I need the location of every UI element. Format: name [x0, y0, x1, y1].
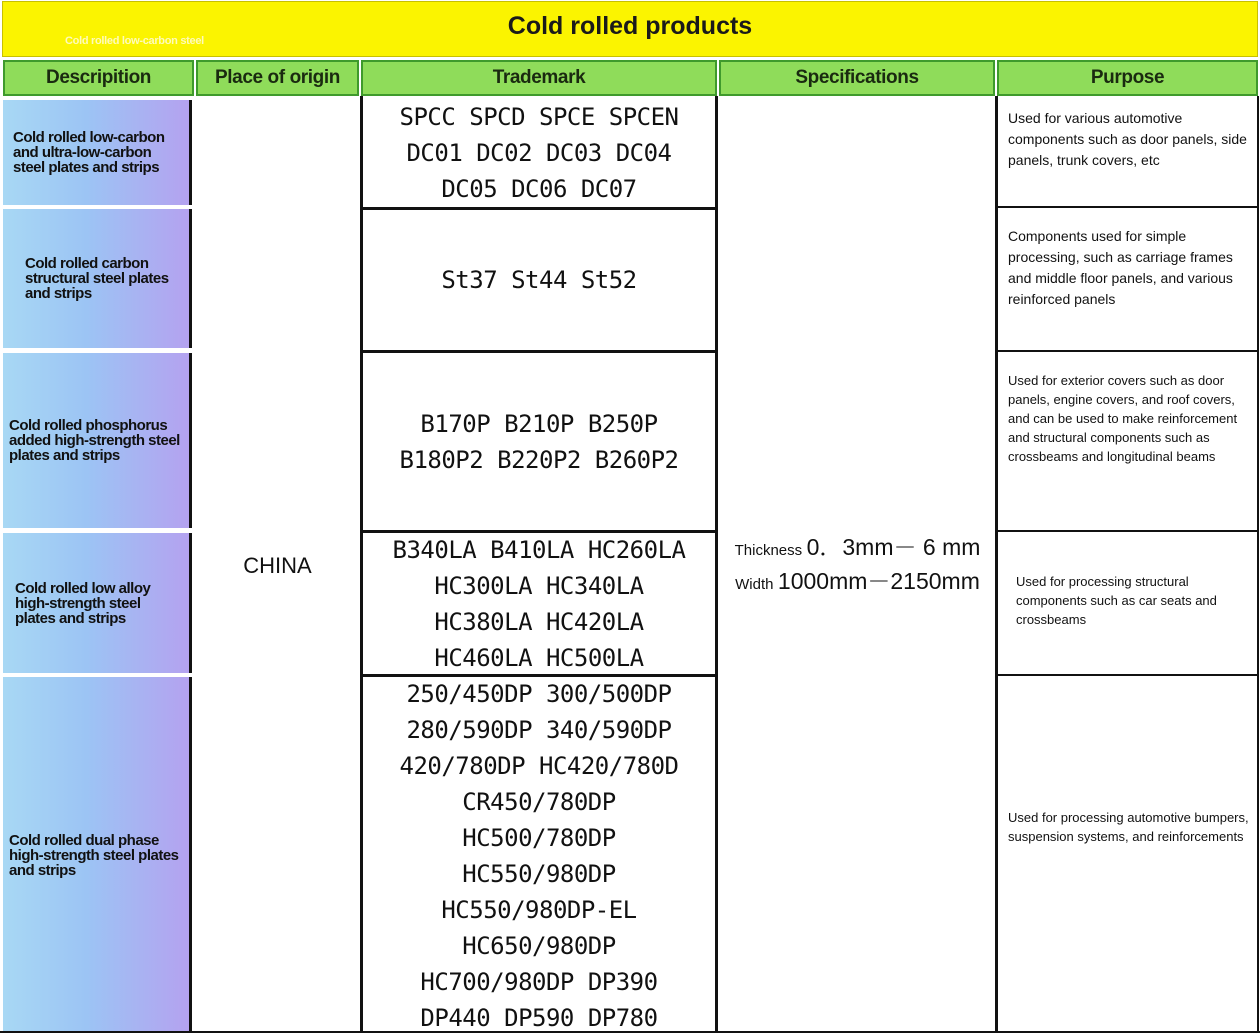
title-bar	[2, 1, 1258, 57]
title-ghost-text: Cold rolled low-carbon steel	[65, 35, 204, 47]
description-text: Cold rolled low alloy high-strength steel plates and strips	[15, 579, 151, 627]
specifications-cell	[721, 98, 994, 1033]
trademark-cell	[363, 533, 715, 674]
trademark-line: DC01 DC02 DC03 DC04	[406, 139, 672, 167]
thickness-row	[735, 532, 981, 566]
origin-cell: CHINA	[243, 552, 312, 578]
trademark-line: 280/590DP 340/590DP	[406, 715, 672, 744]
trademark-line: B340LA B410LA HC260LA	[392, 535, 686, 564]
description-cell	[3, 677, 192, 1033]
thickness-value: 0．3mm－ 6 mm	[806, 533, 981, 560]
description-text: Cold rolled low-carbon and ultra-low-carbon steel plates and strips	[13, 129, 165, 176]
trademark-line: HC550/980DP	[462, 859, 616, 888]
row-divider	[998, 350, 1257, 352]
description-cell	[3, 100, 192, 205]
trademark-cell	[363, 99, 715, 207]
trademark-line: SPCC SPCD SPCE SPCEN	[399, 103, 679, 131]
width-row	[735, 566, 980, 600]
trademark-cell	[363, 678, 715, 1033]
purpose-cell: Used for exterior covers such as door panels, engine covers, and roof covers, and can be used to make reinforcement and structural components such as crossbeams and longitudinal beams	[1008, 373, 1238, 464]
description-text: Cold rolled phosphorus added high-strength steel plates and strips	[9, 417, 180, 464]
description-text: Cold rolled carbon structural steel plates and strips	[25, 255, 169, 302]
description-text: Cold rolled dual phase high-strength steel plates and strips	[9, 831, 179, 879]
purpose-cell: Components used for simple processing, such as carriage frames and middle floor panels, and various reinforced panels	[1008, 228, 1233, 307]
trademark-line: B180P2 B220P2 B260P2	[399, 445, 679, 474]
description-cell	[3, 209, 192, 348]
trademark-line: 420/780DP HC420/780D	[399, 751, 679, 780]
purpose-cell: Used for various automotive components such as door panels, side panels, trunk covers, etc	[1008, 110, 1247, 168]
trademark-column	[360, 96, 718, 1033]
thickness-label: Thickness	[734, 541, 803, 559]
header-purpose: Purpose	[997, 60, 1258, 96]
description-cell	[3, 353, 192, 528]
header-trademark: Trademark	[361, 60, 717, 96]
trademark-cell	[363, 353, 715, 530]
page-title: Cold rolled products	[507, 12, 753, 40]
trademark-line: HC500/780DP	[462, 823, 616, 852]
trademark-line: HC300LA HC340LA	[434, 571, 644, 600]
trademark-line: HC550/980DP-EL	[441, 895, 637, 924]
row-divider	[998, 530, 1257, 532]
purpose-column	[995, 96, 1259, 1033]
trademark-line: 250/450DP 300/500DP	[406, 679, 672, 708]
width-value: 1000mm－2150mm	[777, 567, 980, 594]
trademark-line: HC650/980DP	[462, 931, 616, 960]
description-cell	[3, 533, 192, 673]
trademark-line: HC700/980DP DP390	[420, 967, 658, 996]
row-divider	[998, 674, 1257, 676]
header-description: Descripition	[3, 60, 194, 96]
purpose-cell: Used for processing automotive bumpers, suspension systems, and reinforcements	[1008, 810, 1249, 844]
width-label: Width	[735, 575, 774, 593]
trademark-line: B170P B210P B250P	[420, 409, 658, 438]
trademark-line: St37 St44 St52	[441, 266, 637, 294]
trademark-line: DC05 DC06 DC07	[441, 175, 637, 203]
trademark-line: HC460LA HC500LA	[434, 643, 644, 672]
header-specifications: Specifications	[719, 60, 995, 96]
trademark-line: DP440 DP590 DP780	[420, 1003, 658, 1032]
row-divider	[998, 206, 1257, 208]
header-origin: Place of origin	[196, 60, 359, 96]
trademark-line: HC380LA HC420LA	[434, 607, 644, 636]
purpose-cell: Used for processing structural components such as car seats and crossbeams	[1016, 574, 1217, 627]
trademark-line: CR450/780DP	[462, 787, 616, 816]
trademark-cell	[363, 210, 715, 350]
